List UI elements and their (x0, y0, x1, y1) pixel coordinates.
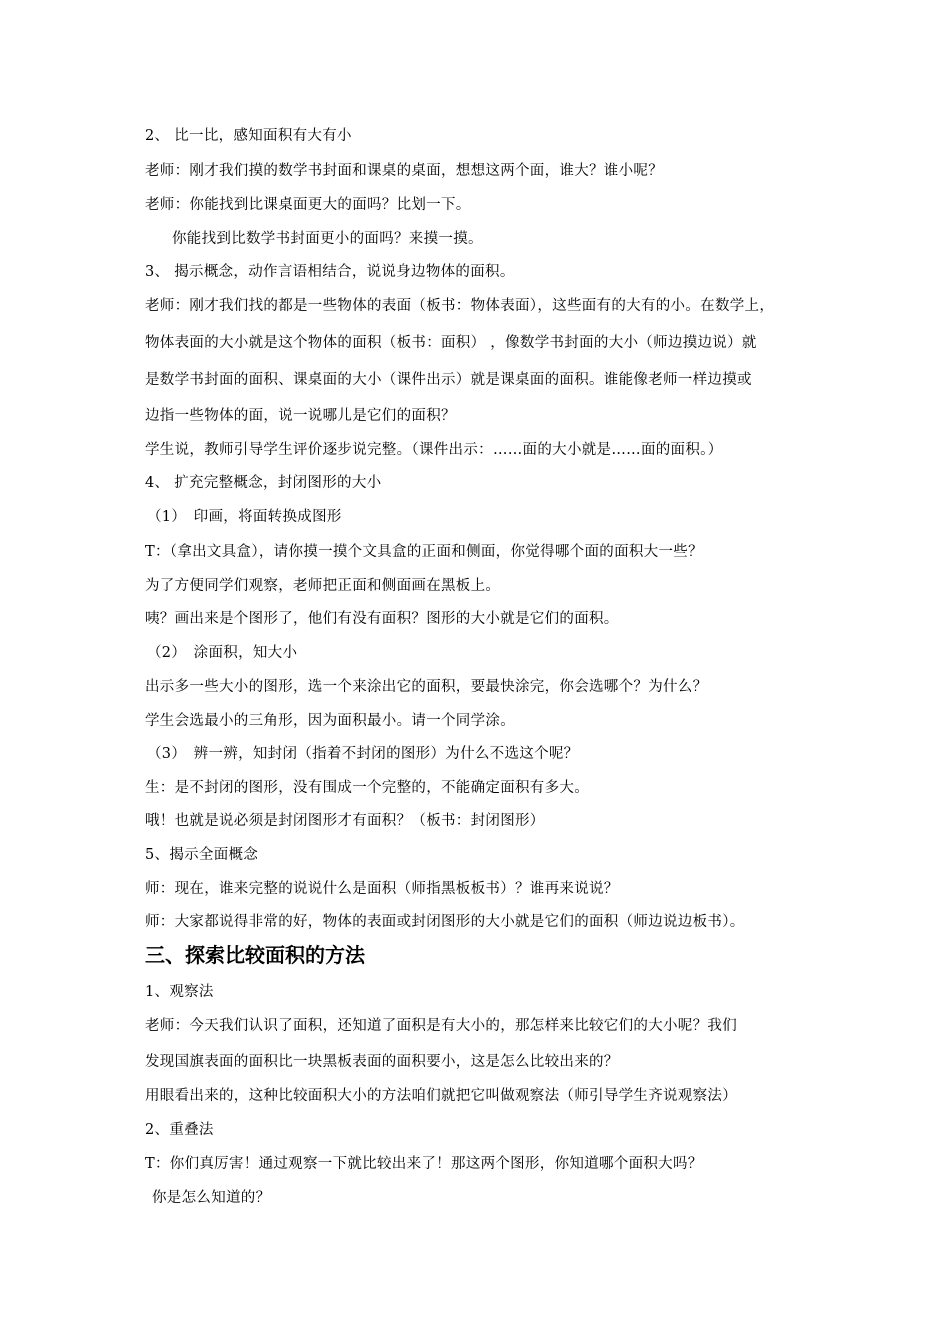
paragraph-line: 生：是不封闭的图形，没有围成一个完整的，不能确定面积有多大。 (145, 780, 589, 796)
paragraph-line: 哦！也就是说必须是封闭图形才有面积？（板书：封闭图形） (145, 813, 545, 829)
paragraph-line: 师：大家都说得非常的好，物体的表面或封闭图形的大小就是它们的面积（师边说边板书）。 (145, 914, 745, 930)
method-1-title: 1、观察法 (145, 984, 214, 1000)
paragraph-line: T：你们真厉害！通过观察一下就比较出来了！那这两个图形，你知道哪个面积大吗？ (145, 1156, 703, 1172)
paragraph-line: 是数学书封面的面积、课桌面的大小（课件出示）就是课桌面的面积。谁能像老师一样边摸或 (145, 372, 752, 388)
section-2-title: 2、 比一比，感知面积有大有小 (145, 128, 352, 144)
paragraph-line: 你能找到比数学书封面更小的面吗？来摸一摸。 (172, 231, 483, 247)
paragraph-line: 出示多一些大小的图形，选一个来涂出它的面积，要最快涂完，你会选哪个？为什么？ (145, 679, 708, 695)
paragraph-line: 老师：刚才我们找的都是一些物体的表面（板书：物体表面），这些面有的大有的小。在数学上， (145, 298, 775, 314)
paragraph-line: 师：现在，谁来完整的说说什么是面积（师指黑板板书）？谁再来说说？ (145, 881, 619, 897)
paragraph-line: 老师：你能找到比课桌面更大的面吗？比划一下。 (145, 197, 471, 213)
paragraph-line: 你是怎么知道的？ (152, 1190, 271, 1206)
section-4-title: 4、 扩充完整概念，封闭图形的大小 (145, 475, 382, 491)
paragraph-line: 发现国旗表面的面积比一块黑板表面的面积要小，这是怎么比较出来的？ (145, 1054, 619, 1070)
subsection-title: （3） 辨一辨，知封闭（指着不封闭的图形）为什么不选这个呢？ (147, 746, 579, 762)
paragraph-line: 物体表面的大小就是这个物体的面积（板书：面积） ，像数学书封面的大小（师边摸边说）就 (145, 335, 757, 351)
paragraph-line: 学生说，教师引导学生评价逐步说完整。（课件出示：……面的大小就是……面的面积。） (145, 442, 723, 458)
section-5-title: 5、揭示全面概念 (145, 847, 259, 863)
method-2-title: 2、重叠法 (145, 1122, 214, 1138)
subsection-title: （1） 印画，将面转换成图形 (147, 509, 342, 525)
part-3-heading: 三、探索比较面积的方法 (145, 943, 365, 967)
paragraph-line: 为了方便同学们观察，老师把正面和侧面画在黑板上。 (145, 578, 501, 594)
paragraph-line: 咦？画出来是个图形了，他们有没有面积？图形的大小就是它们的面积。 (145, 611, 619, 627)
paragraph-line: T：（拿出文具盒），请你摸一摸个文具盒的正面和侧面，你觉得哪个面的面积大一些？ (145, 544, 703, 560)
paragraph-line: 边指一些物体的面，说一说哪儿是它们的面积？ (145, 408, 456, 424)
paragraph-line: 用眼看出来的，这种比较面积大小的方法咱们就把它叫做观察法（师引导学生齐说观察法） (145, 1088, 737, 1104)
paragraph-line: 老师：今天我们认识了面积，还知道了面积是有大小的，那怎样来比较它们的大小呢？我们 (145, 1018, 737, 1034)
subsection-title: （2） 涂面积，知大小 (147, 645, 298, 661)
paragraph-line: 老师：刚才我们摸的数学书封面和课桌的桌面，想想这两个面，谁大？谁小呢？ (145, 163, 663, 179)
section-3-title: 3、 揭示概念，动作言语相结合，说说身边物体的面积。 (145, 264, 515, 280)
paragraph-line: 学生会选最小的三角形，因为面积最小。请一个同学涂。 (145, 713, 515, 729)
